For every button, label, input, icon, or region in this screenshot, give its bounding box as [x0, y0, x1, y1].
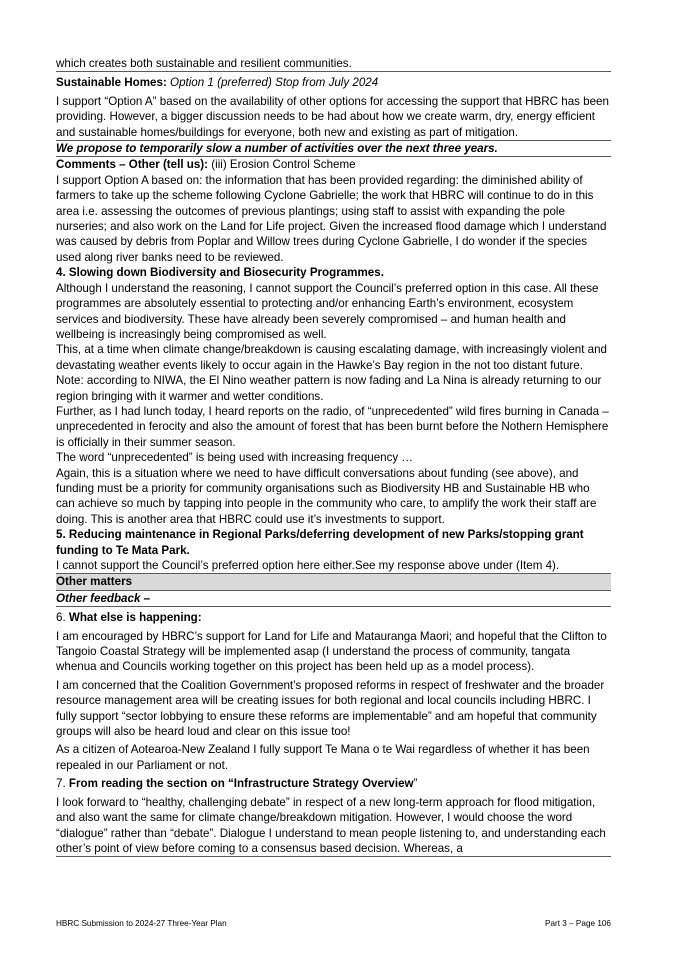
what-else-number: 6. [56, 611, 69, 625]
what-else-paragraph: As a citizen of Aotearoa-New Zealand I fully support Te Mana o te Wai regardless of whether it has been repealed in our Parliament or not. [56, 743, 590, 772]
slow-activities-heading: We propose to temporarily slow a number of activities over the next three years. [56, 141, 611, 157]
parks-heading: 5. Reducing maintenance in Regional Parks/deferring development of new Parks/stopping grant funding to Te Mata Park. [56, 528, 584, 557]
sustainable-homes-label: Sustainable Homes: [56, 76, 167, 90]
infrastructure-title: From reading the section on “Infrastructure Strategy Overview [68, 777, 414, 791]
intro-line: which creates both sustainable and resilient communities. [56, 56, 611, 72]
what-else-heading [56, 610, 611, 625]
infrastructure-title-end: ” [413, 777, 418, 791]
biodiversity-paragraph: This, at a time when climate change/breakdown is causing escalating damage, with increasingly violent and devastating weather events likely to occur again in the Hawke’s Bay region in the not too distant future. [56, 343, 608, 372]
biodiversity-heading: 4. Slowing down Biodiversity and Biosecurity Programmes. [56, 266, 384, 280]
what-else-paragraph: I am encouraged by HBRC’s support for Land for Life and Matauranga Maori; and hopeful that the Clifton to Tangoio Coastal Strategy will be implemented asap (I understand the process of community, tangata whenua and Councils working together on this project has been held up as a model process). [56, 629, 607, 674]
other-matters-heading: Other matters [56, 574, 611, 590]
biodiversity-paragraph: Note: according to NIWA, the El Nino weather pattern is now fading and La Nina is already returning to our region bringing with it warmer and wetter conditions. [56, 374, 602, 403]
biodiversity-paragraph: The word “unprecedented” is being used with increasing frequency … [56, 451, 414, 465]
footer-page-number: Part 3 – Page 106 [544, 919, 611, 928]
biodiversity-paragraph: Although I understand the reasoning, I cannot support the Council’s preferred option in this case. All these programmes are absolutely essential to protecting and/or enhancing Earth’s environment, ecosystem services and biodiversity. These have already been severely compromised – and human health and wellbeing is increasingly being compromised as well. [56, 281, 599, 341]
document-body [56, 56, 611, 857]
comments-line [56, 157, 611, 172]
page-footer [56, 918, 611, 929]
what-else-title: What else is happening: [68, 611, 202, 625]
biodiversity-paragraph: Further, as I had lunch today, I heard reports on the radio, of “unprecedented” wild fires burning in Canada – unprecedented in ferocity and also the amount of forest that has been burnt before the Nothern Hemisphere is officially in their summer season. [56, 404, 609, 449]
sustainable-homes-heading [56, 75, 611, 90]
biodiversity-paragraph: Again, this is a situation where we need to have difficult conversations about funding (see above), and funding must be a priority for community organisations such as Biodiversity HB and Sustainable HB who can achieve so much by tapping into people in the community who care, to amplify the work their staff are doing. This is another area that HBRC could use it’s investments to support. [56, 466, 597, 526]
comments-label: Comments – Other (tell us): [56, 158, 209, 172]
what-else-paragraph: I am concerned that the Coalition Government’s proposed reforms in respect of freshwater and the broader resource management area will be creating issues for both regional and local councils including HBRC. I fully support “sector lobbying to ensure these reforms are implementable” and am hopeful that community groups will also be heard loud and clear on this issue too! [56, 678, 605, 739]
footer-document-title: HBRC Submission to 2024-27 Three-Year Plan [56, 919, 227, 928]
sustainable-homes-text: I support “Option A” based on the availability of other options for accessing the support that HBRC has been providing. However, a bigger discussion needs to be had about how we create warm, dry, energy efficient and sustainable homes/buildings for everyone, both new and existing as part of mitigation. [56, 94, 611, 141]
infrastructure-heading [56, 776, 611, 791]
other-feedback-heading: Other feedback – [56, 591, 611, 607]
comments-value: (iii) Erosion Control Scheme [208, 158, 356, 172]
infrastructure-number: 7. [56, 777, 69, 791]
erosion-control-text: I support Option A based on: the information that has been provided regarding: the diminished ability of farmers to take up the scheme following Cyclone Gabrielle; the work that HBRC will continue to do in this area i.e. assessing the outcomes of previous plantings; using staff to assist with expanding the pole nurseries; and also work on the Land for Life project. Given the increased flood damage which I understand was caused by debris from Poplar and Willow trees during Cyclone Gabrielle, I do wonder if the species used along river banks need to be reviewed. [56, 173, 607, 264]
sustainable-homes-option: Option 1 (preferred) Stop from July 2024 [166, 76, 379, 90]
infrastructure-text: I look forward to “healthy, challenging debate” in respect of a new long-term approach for flood mitigation, and also want the same for climate change/breakdown mitigation. However, I would choose the word “dialogue” rather than “debate”. Dialogue I understand to mean people listening to, and understanding each other’s point of view before coming to a consensus based decision. Whereas, a [56, 795, 611, 858]
parks-text: I cannot support the Council’s preferred option here either.See my response above under (Item 4). [56, 558, 611, 574]
